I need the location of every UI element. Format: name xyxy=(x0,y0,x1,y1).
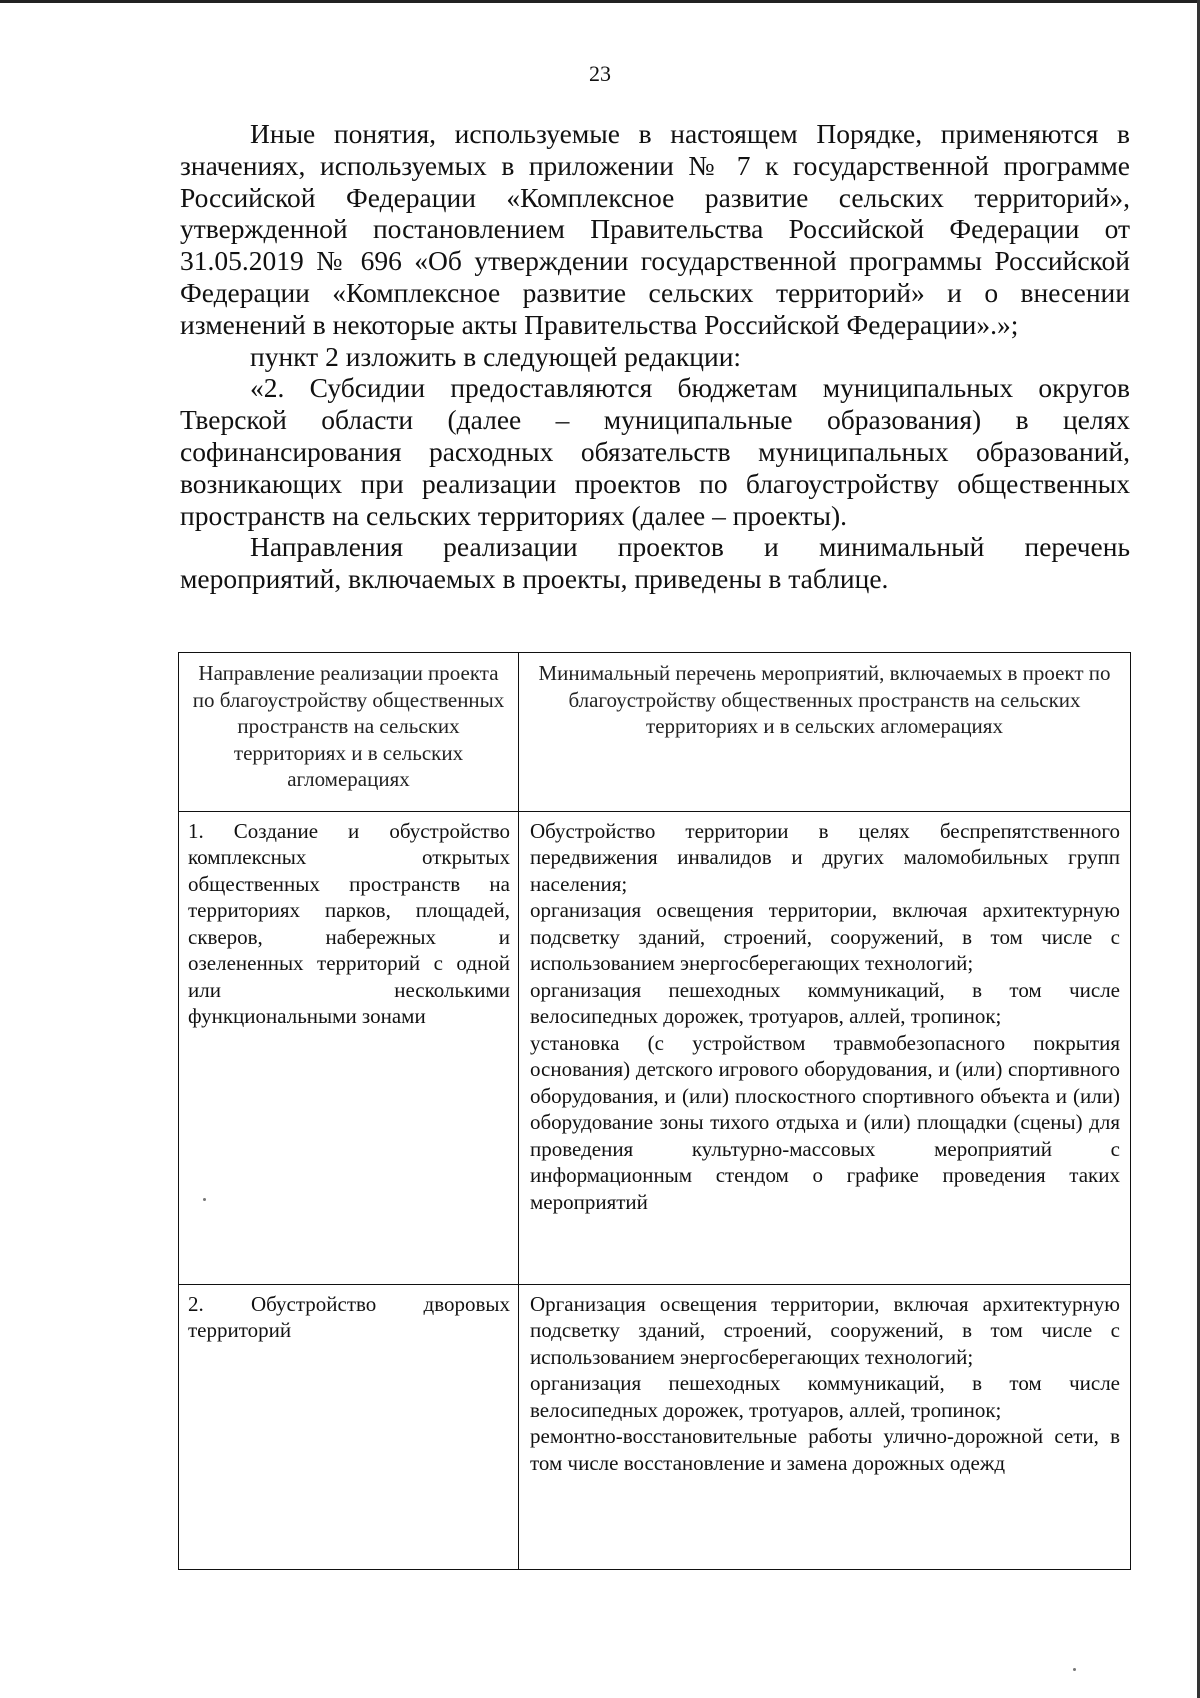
table-header-row xyxy=(179,653,1131,812)
row-activities-cell xyxy=(519,811,1131,1284)
row-direction-text: 2. Обустройство дворовых территорий xyxy=(188,1291,510,1342)
projects-table xyxy=(178,652,1131,1570)
scan-speck xyxy=(1073,1668,1076,1671)
row-direction-cell xyxy=(179,811,519,1284)
activity-item: Организация освещения территории, включая архитектурную подсветку зданий, строений, сооружений, в том числе с использованием энергосберегающих технологий; xyxy=(530,1291,1120,1369)
activity-item: организация пешеходных коммуникаций, в том числе велосипедных дорожек, тротуаров, аллей, тропинок; xyxy=(530,1371,1120,1422)
header-direction: Направление реализации проекта по благоустройству общественных пространств на сельских территориях и в сельских агломерациях xyxy=(179,653,519,812)
table-row xyxy=(179,811,1131,1284)
row-direction-cell xyxy=(179,1284,519,1569)
activity-item: установка (с устройством травмобезопасного покрытия основания) детского игрового оборудования, и (или) спортивного оборудования, и (или) плоскостного спортивного объекта и (или) оборудование зоны тихого отдыха и (или) площадки (сцены) для проведения культурно-массовых мероприятий с информационным стендом о графике проведения таких мероприятий xyxy=(530,1030,1120,1214)
activity-item: Обустройство территории в целях беспрепятственного передвижения инвалидов и других маломобильных групп населения; xyxy=(530,818,1120,896)
header-activities: Минимальный перечень мероприятий, включаемых в проект по благоустройству общественных пространств на сельских территориях и в сельских агломерациях xyxy=(519,653,1131,812)
paragraph-amendment: пункт 2 изложить в следующей редакции: xyxy=(250,340,742,372)
row-activities-cell xyxy=(519,1284,1131,1569)
paragraph-directions: Направления реализации проектов и минимальный перечень мероприятий, включаемых в проекты, приведены в таблице. xyxy=(180,531,1130,595)
paragraph-definitions: Иные понятия, используемые в настоящем Порядке, применяются в значениях, используемых в приложении № 7 к государственной программе Российской Федерации «Комплексное развитие сельских территорий», утвержденной постановлением Правительства Российской Федерации от 31.05.2019 № 696 «Об утверждении государственной программы Российской Федерации «Комплексное развитие сельских территорий» и о внесении изменений в некоторые акты Правительства Российской Федерации».»; xyxy=(180,118,1130,340)
page-number: 23 xyxy=(589,61,611,86)
row-direction-text: 1. Создание и обустройство комплексных открытых общественных пространств на территориях парков, площадей, скверов, набережных и озелененных территорий с одной или несколькими функциональными зонами xyxy=(188,818,510,1028)
table-row xyxy=(179,1284,1131,1569)
scan-edge-top xyxy=(0,0,1200,3)
scan-speck xyxy=(203,1198,206,1201)
activity-item: организация освещения территории, включая архитектурную подсветку зданий, строений, сооружений, в том числе с использованием энергосберегающих технологий; xyxy=(530,898,1120,975)
body-text xyxy=(180,118,1130,595)
activity-item: ремонтно-восстановительные работы улично-дорожной сети, в том числе восстановление и замена дорожных одежд xyxy=(530,1424,1120,1475)
paragraph-subsidies: «2. Субсидии предоставляются бюджетам муниципальных округов Тверской области (далее – муниципальные образования) в целях софинансирования расходных обязательств муниципальных образований, возникающих при реализации проектов по благоустройству общественных пространств на сельских территориях (далее – проекты). xyxy=(180,372,1130,531)
activity-item: организация пешеходных коммуникаций, в том числе велосипедных дорожек, тротуаров, аллей, тропинок; xyxy=(530,977,1120,1028)
